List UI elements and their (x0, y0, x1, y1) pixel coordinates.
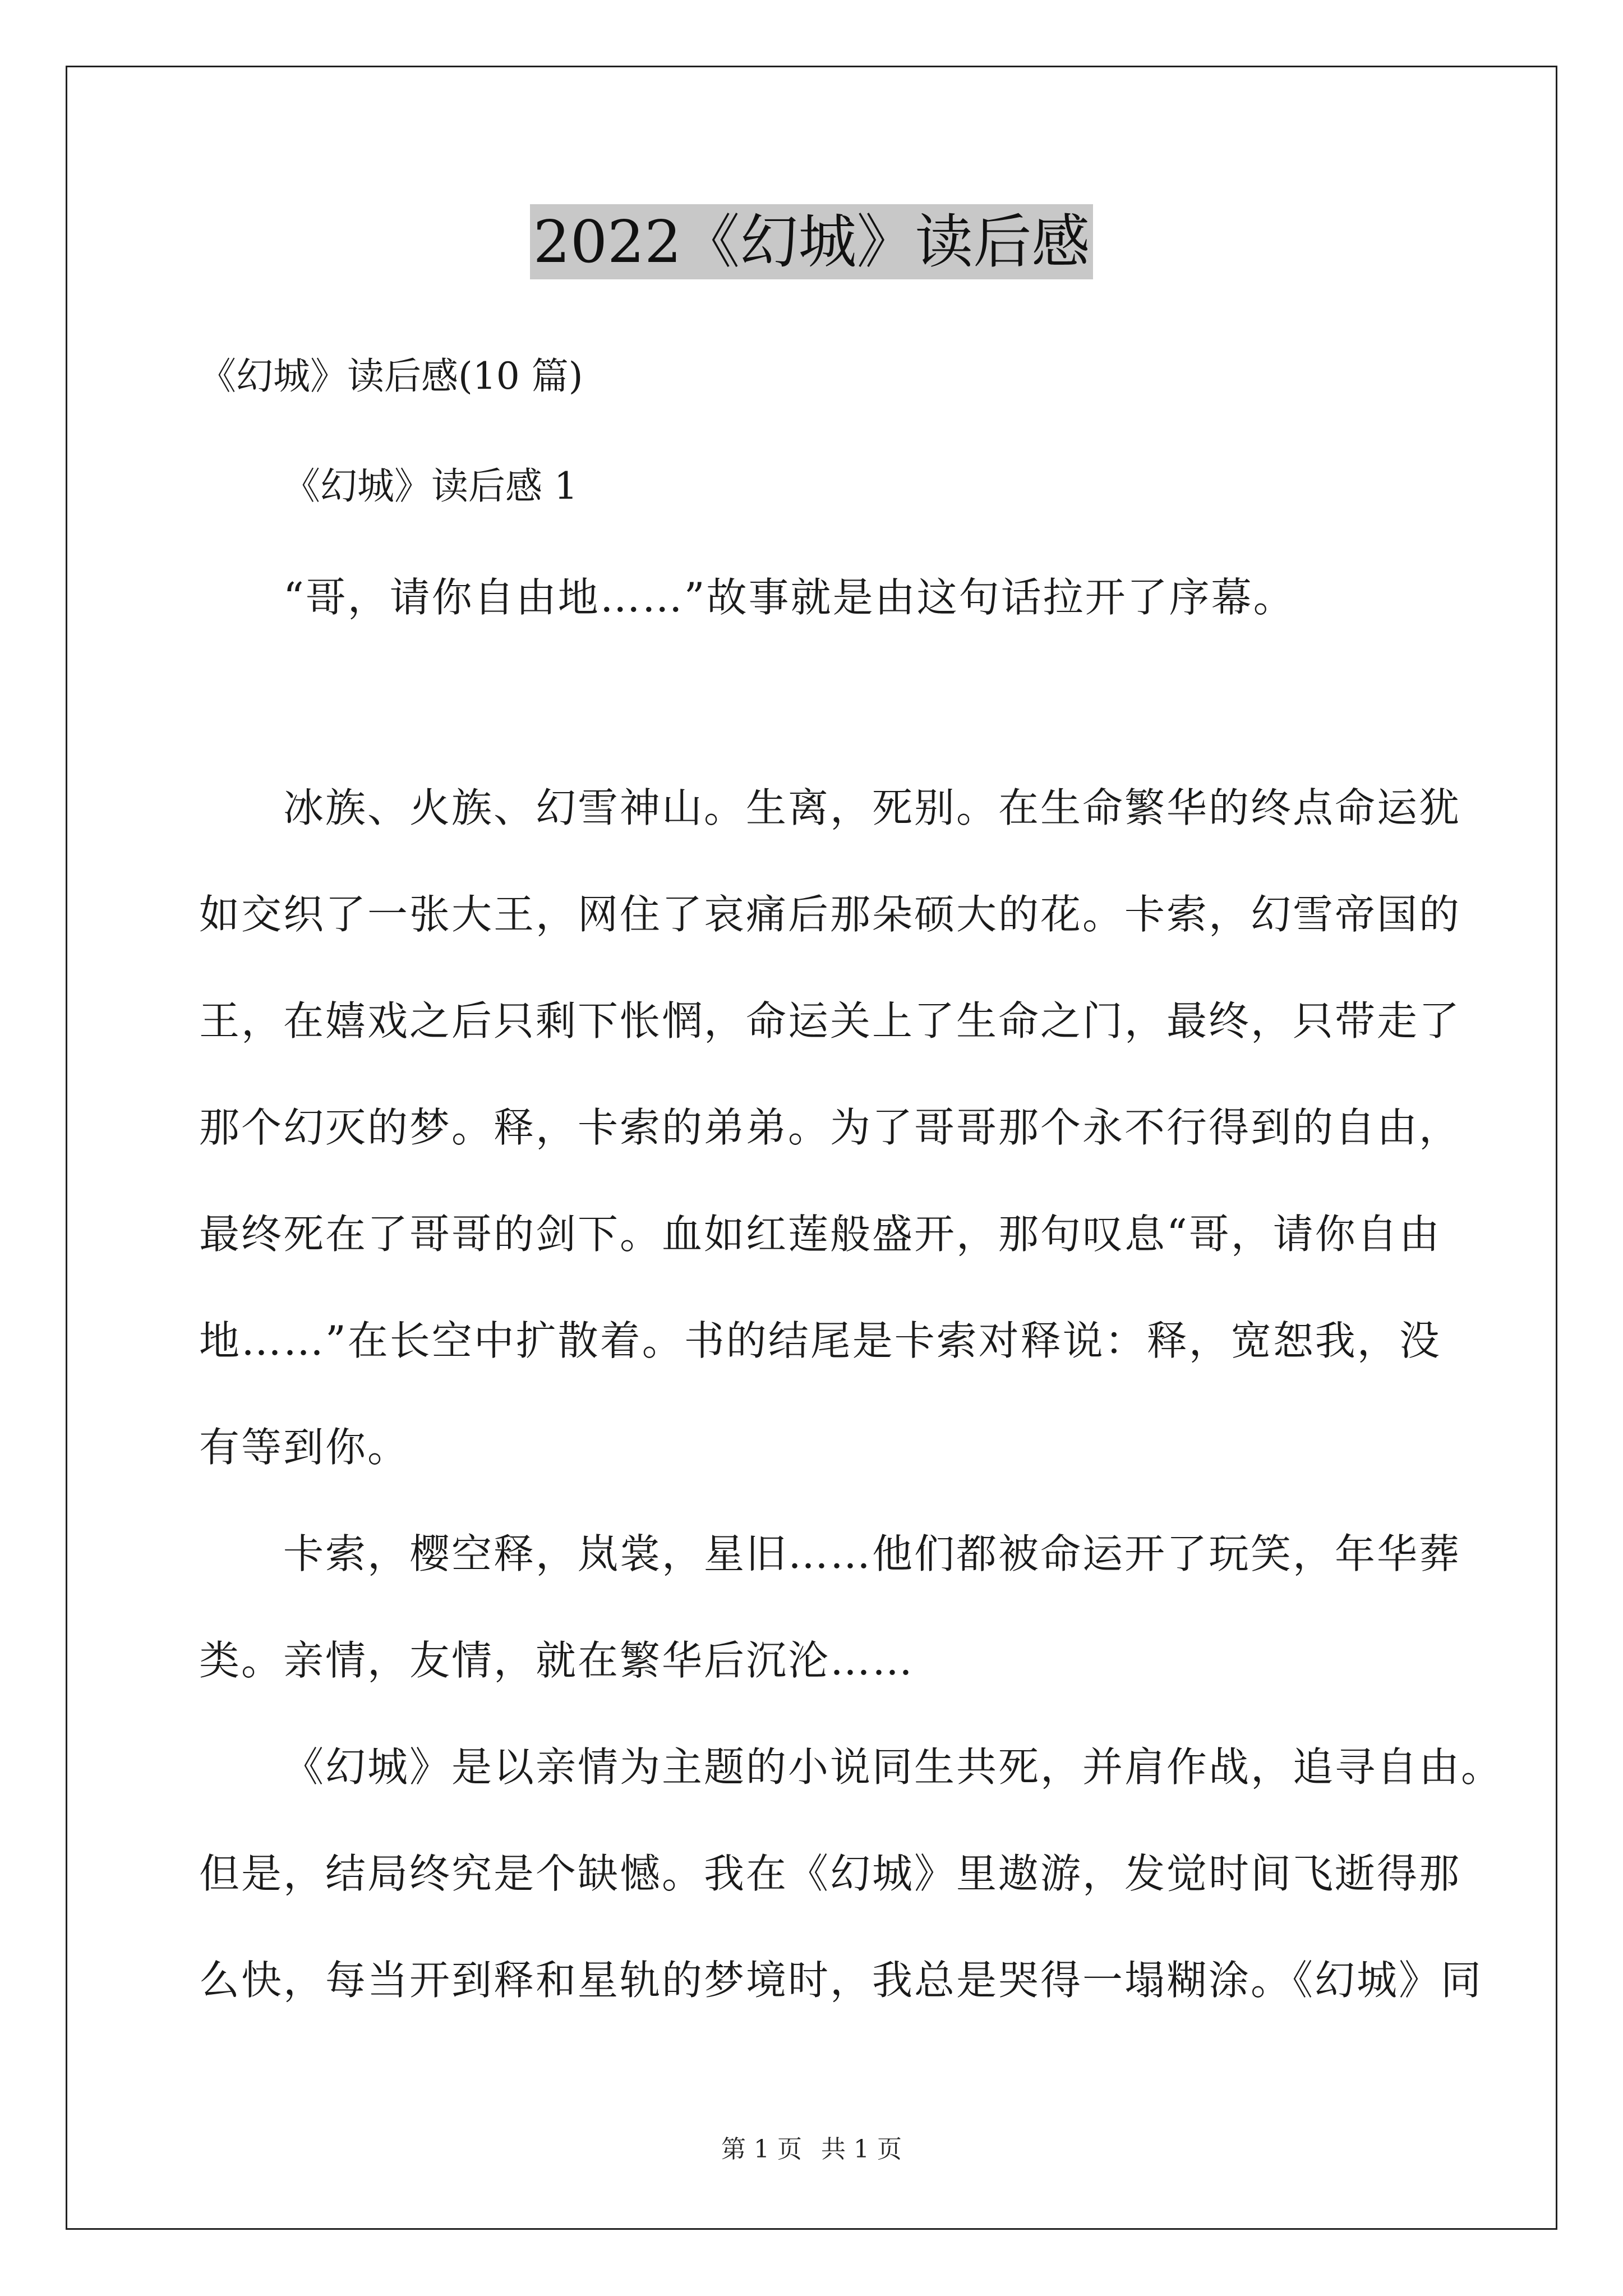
page-number: 第 1 页 (721, 2135, 802, 2164)
paragraph-line: 冰族、火族、幻雪神山。生离，死别。在生命繁华的终点命运犹 (283, 784, 1461, 831)
document-subtitle: 《幻城》读后感(10 篇) (199, 355, 583, 398)
paragraph-line: 么快，每当开到释和星轨的梦境时，我总是哭得一塌糊涂。《幻城》同 (199, 1957, 1483, 2004)
paragraph-line: 如交织了一张大王，网住了哀痛后那朵硕大的花。卡索，幻雪帝国的 (199, 891, 1461, 938)
paragraph-line: 但是，结局终究是个缺憾。我在《幻城》里遨游，发觉时间飞逝得那 (199, 1850, 1461, 1897)
paragraph-line: 类。亲情，友情，就在繁华后沉沦…… (199, 1637, 915, 1684)
paragraph-line: 《幻城》是以亲情为主题的小说同生共死，并肩作战，追寻自由。 (283, 1743, 1504, 1791)
paragraph-line: 有等到你。 (199, 1424, 410, 1471)
title-wrap (0, 204, 1623, 279)
paragraph-line: 卡索，樱空释，岚裳，星旧……他们都被命运开了玩笑，年华葬 (283, 1530, 1461, 1577)
section-heading: 《幻城》读后感 1 (283, 464, 578, 508)
page-footer (0, 2129, 1623, 2165)
paragraph-line: “哥，请你自由地……”故事就是由这句话拉开了序幕。 (283, 574, 1295, 621)
paragraph-line: 地……”在长空中扩散着。书的结尾是卡索对释说：释，宽恕我，没 (199, 1317, 1441, 1364)
page-total: 共 1 页 (821, 2135, 902, 2164)
paragraph-line: 最终死在了哥哥的剑下。血如红莲般盛开，那句叹息“哥，请你自由 (199, 1211, 1441, 1258)
paragraph-line: 那个幻灭的梦。释，卡索的弟弟。为了哥哥那个永不行得到的自由， (199, 1104, 1461, 1151)
document-title: 2022《幻城》读后感 (530, 204, 1094, 279)
paragraph-line: 王，在嬉戏之后只剩下怅惘，命运关上了生命之门，最终，只带走了 (199, 997, 1461, 1045)
